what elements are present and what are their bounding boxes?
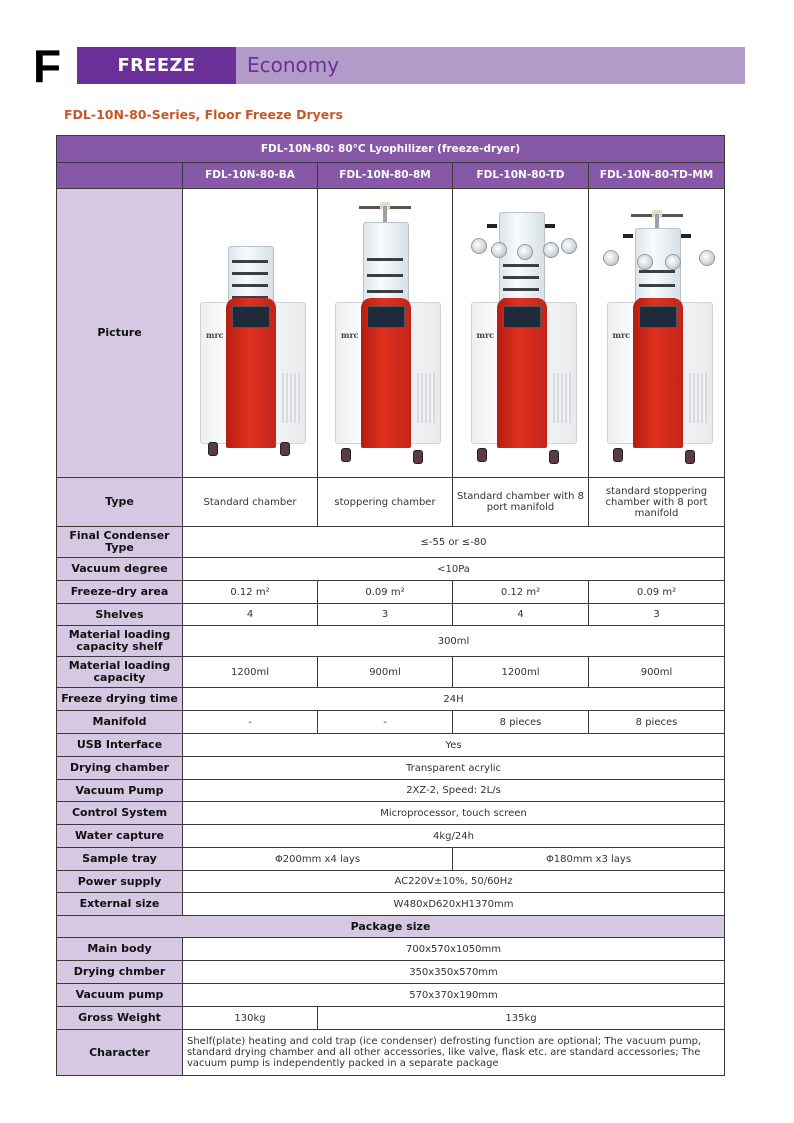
model-header: FDL-10N-80-8M — [318, 163, 453, 189]
cell: 8 pieces — [453, 711, 589, 734]
cell: Standard chamber — [183, 478, 318, 527]
table-row — [57, 848, 725, 871]
table-row — [57, 802, 725, 825]
cell: standard stoppering chamber with 8 port manifold — [589, 478, 725, 527]
cell: 570x370x190mm — [183, 984, 725, 1007]
table-row — [57, 734, 725, 757]
row-label: Power supply — [57, 871, 183, 893]
freeze-dryer-illustration — [597, 198, 717, 468]
cell: - — [318, 711, 453, 734]
table-title-row — [57, 136, 725, 163]
product-image-td-mm — [589, 189, 725, 478]
cell: Φ180mm x3 lays — [453, 848, 725, 871]
cell: Shelf(plate) heating and cold trap (ice condenser) defrosting function are optional; The vacuum pump, standard drying chamber and all other accessories, like valve, flask etc. are standard accessories; The vacuum pump is independently packed in a separate package — [183, 1030, 725, 1076]
cell: <10Pa — [183, 558, 725, 581]
row-label: Drying chamber — [57, 757, 183, 780]
row-label: Shelves — [57, 604, 183, 626]
table-row — [57, 478, 725, 527]
brand-logo: mrc — [476, 330, 495, 340]
cell: 24H — [183, 688, 725, 711]
freeze-dryer-illustration — [325, 198, 445, 468]
row-label: Freeze drying time — [57, 688, 183, 711]
row-label: Vacuum pump — [57, 984, 183, 1007]
spec-table — [56, 135, 725, 1076]
row-label: Sample tray — [57, 848, 183, 871]
table-row — [57, 1030, 725, 1076]
table-row — [57, 604, 725, 626]
cell: 900ml — [589, 657, 725, 688]
row-label: Freeze-dry area — [57, 581, 183, 604]
cell: Transparent acrylic — [183, 757, 725, 780]
cell: 4kg/24h — [183, 825, 725, 848]
table-row — [57, 527, 725, 558]
freeze-dryer-illustration — [190, 198, 310, 468]
cell: 0.12 m² — [183, 581, 318, 604]
package-section-row — [57, 916, 725, 938]
brand-logo: mrc — [341, 330, 359, 340]
cell: Φ200mm x4 lays — [183, 848, 453, 871]
cell: 700x570x1050mm — [183, 938, 725, 961]
cell: 2XZ-2, Speed: 2L/s — [183, 780, 725, 802]
cell: 0.12 m² — [453, 581, 589, 604]
table-row — [57, 688, 725, 711]
cell: 4 — [183, 604, 318, 626]
row-label: Character — [57, 1030, 183, 1076]
cell: 300ml — [183, 626, 725, 657]
brand-logo: mrc — [206, 330, 224, 340]
row-label: Control System — [57, 802, 183, 825]
row-label: Final Condenser Type — [57, 527, 183, 558]
table-title: FDL-10N-80: 80°C Lyophilizer (freeze-dryer) — [57, 136, 725, 163]
cell: 0.09 m² — [318, 581, 453, 604]
freeze-dryer-illustration — [461, 198, 581, 468]
table-row — [57, 984, 725, 1007]
table-row — [57, 825, 725, 848]
table-row — [57, 581, 725, 604]
table-row — [57, 938, 725, 961]
table-row — [57, 757, 725, 780]
cell: - — [183, 711, 318, 734]
cell: 130kg — [183, 1007, 318, 1030]
row-label: Picture — [57, 189, 183, 478]
empty-header-cell — [57, 163, 183, 189]
cell: AC220V±10%, 50/60Hz — [183, 871, 725, 893]
section-banner — [33, 40, 745, 113]
cell: 0.09 m² — [589, 581, 725, 604]
model-header: FDL-10N-80-TD-MM — [589, 163, 725, 189]
cell: 3 — [318, 604, 453, 626]
table-row — [57, 711, 725, 734]
cell: 1200ml — [183, 657, 318, 688]
table-row — [57, 558, 725, 581]
product-image-td — [453, 189, 589, 478]
row-label: Water capture — [57, 825, 183, 848]
row-label: Material loading capacity — [57, 657, 183, 688]
model-header: FDL-10N-80-BA — [183, 163, 318, 189]
row-label: Drying chmber — [57, 961, 183, 984]
cell: 135kg — [318, 1007, 725, 1030]
row-label: Gross Weight — [57, 1007, 183, 1030]
model-header-row — [57, 163, 725, 189]
cell: 4 — [453, 604, 589, 626]
product-image-8m — [318, 189, 453, 478]
series-subtitle: FDL-10N-80-Series, Floor Freeze Dryers — [64, 107, 343, 122]
cell: ≤-55 or ≤-80 — [183, 527, 725, 558]
table-row — [57, 961, 725, 984]
row-label: Main body — [57, 938, 183, 961]
brand-logo: mrc — [612, 330, 631, 340]
cell: Yes — [183, 734, 725, 757]
table-row — [57, 1007, 725, 1030]
cell: stoppering chamber — [318, 478, 453, 527]
cell: W480xD620xH1370mm — [183, 893, 725, 916]
model-header: FDL-10N-80-TD — [453, 163, 589, 189]
section-letter: F — [33, 40, 61, 92]
table-row — [57, 893, 725, 916]
cell: 900ml — [318, 657, 453, 688]
row-label: External size — [57, 893, 183, 916]
row-label: Vacuum degree — [57, 558, 183, 581]
category-title: FREEZE DRYERS — [77, 47, 236, 84]
row-label: Type — [57, 478, 183, 527]
product-image-ba — [183, 189, 318, 478]
tier-label: Economy — [236, 47, 745, 84]
row-label: Vacuum Pump — [57, 780, 183, 802]
table-row — [57, 657, 725, 688]
row-label: USB Interface — [57, 734, 183, 757]
picture-row — [57, 189, 725, 478]
cell: 350x350x570mm — [183, 961, 725, 984]
row-label: Manifold — [57, 711, 183, 734]
section-heading: Package size — [57, 916, 725, 938]
table-row — [57, 626, 725, 657]
cell: 1200ml — [453, 657, 589, 688]
table-row — [57, 780, 725, 802]
cell: Standard chamber with 8 port manifold — [453, 478, 589, 527]
table-row — [57, 871, 725, 893]
cell: Microprocessor, touch screen — [183, 802, 725, 825]
cell: 3 — [589, 604, 725, 626]
row-label: Material loading capacity shelf — [57, 626, 183, 657]
cell: 8 pieces — [589, 711, 725, 734]
